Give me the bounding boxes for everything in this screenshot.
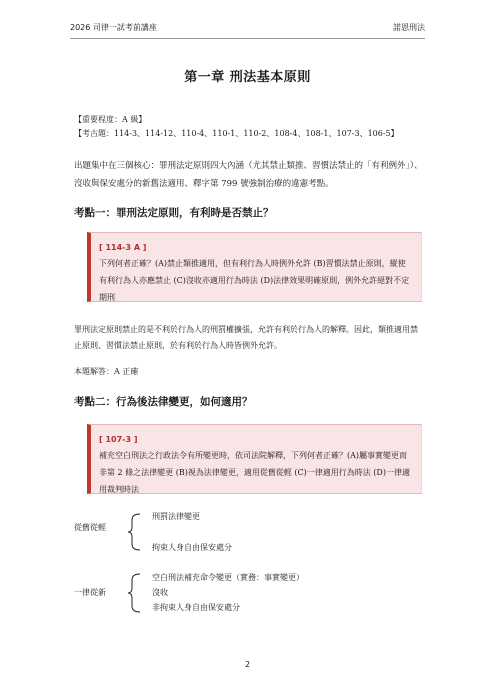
point1-heading: 考點一：罪刑法定原則，有利時是否禁止？ (74, 207, 274, 219)
point2-question-text: 補充空白刑法之行政法令有所變更時，依司法院解釋，下列何者正確？(A)屬事實變更而非第 2 條之法律變更 (B)視為法律變更，適用從舊從輕 (C)一律適用行為時法 (D)一律適用裁判時法 (99, 451, 410, 494)
intro-paragraph: 出題集中在三個核心：罪刑法定原則四大內涵（尤其禁止類推、習慣法禁止的「有利例外」）、沒收與保安處分的新舊法適用、釋字第 799 號強制治療的違憲考點。 (74, 161, 423, 189)
page-header (0, 0, 495, 40)
page-number: 2 (244, 660, 251, 669)
importance-level: 【重要程度：A 級】 (74, 115, 147, 124)
chapter-title: 第一章 刑法基本原則 (184, 70, 311, 85)
chapter-meta (74, 113, 399, 141)
tree-group2-item: 非拘束人身自由保安處分 (152, 603, 240, 612)
tree-group1-item: 刑罰法律變更 (152, 512, 200, 521)
point1-question-box (87, 232, 422, 302)
point2-heading: 考點二：行為後法律變更，如何適用？ (74, 396, 253, 408)
point1-question-code: [ 114-3 A ] (99, 243, 147, 252)
tree-group1-label: 從舊從輕 (74, 523, 106, 532)
header-divider (70, 38, 425, 39)
point1-explanation: 罪刑法定原則禁止的是不利於行為人的刑罰權擴張，允許有利於行為人的解釋。因此，類推適用禁止原則、習慣法禁止原則，於有利於行為人時皆例外允許。 (74, 325, 418, 350)
tree-group2-item: 空白刑法補充命令變更（實務：事實變更） (152, 573, 304, 582)
point1-question-text: 下列何者正確？(A)禁止類推適用，但有利行為人時例外允許 (B)習慣法禁止原則，縱使有利行為人亦應禁止 (C)沒收亦適用行為時法 (D)法律效果明確原則，例外允許絕對不定期刑 (99, 259, 410, 302)
tree-group2-item: 沒收 (152, 588, 168, 597)
tree-group2-label: 一律從新 (74, 588, 106, 597)
point1-answer: 本題解答：A 正確 (74, 367, 139, 376)
point2-question-code: [ 107-3 ] (99, 435, 138, 444)
tree-group1-brace (128, 512, 144, 552)
header-subject: 諾恩刑法 (393, 23, 425, 32)
tree-group1-item: 拘束人身自由保安處分 (152, 543, 232, 552)
header-course-title: 2026 司律一試考前講座 (70, 23, 157, 32)
tree-group2-brace (128, 572, 144, 614)
point2-question-box (87, 424, 422, 494)
past-exam-list: 【考古題：114-3、114-12、110-4、110-1、110-2、108-4、108-1、107-3、106-5】 (74, 129, 399, 138)
